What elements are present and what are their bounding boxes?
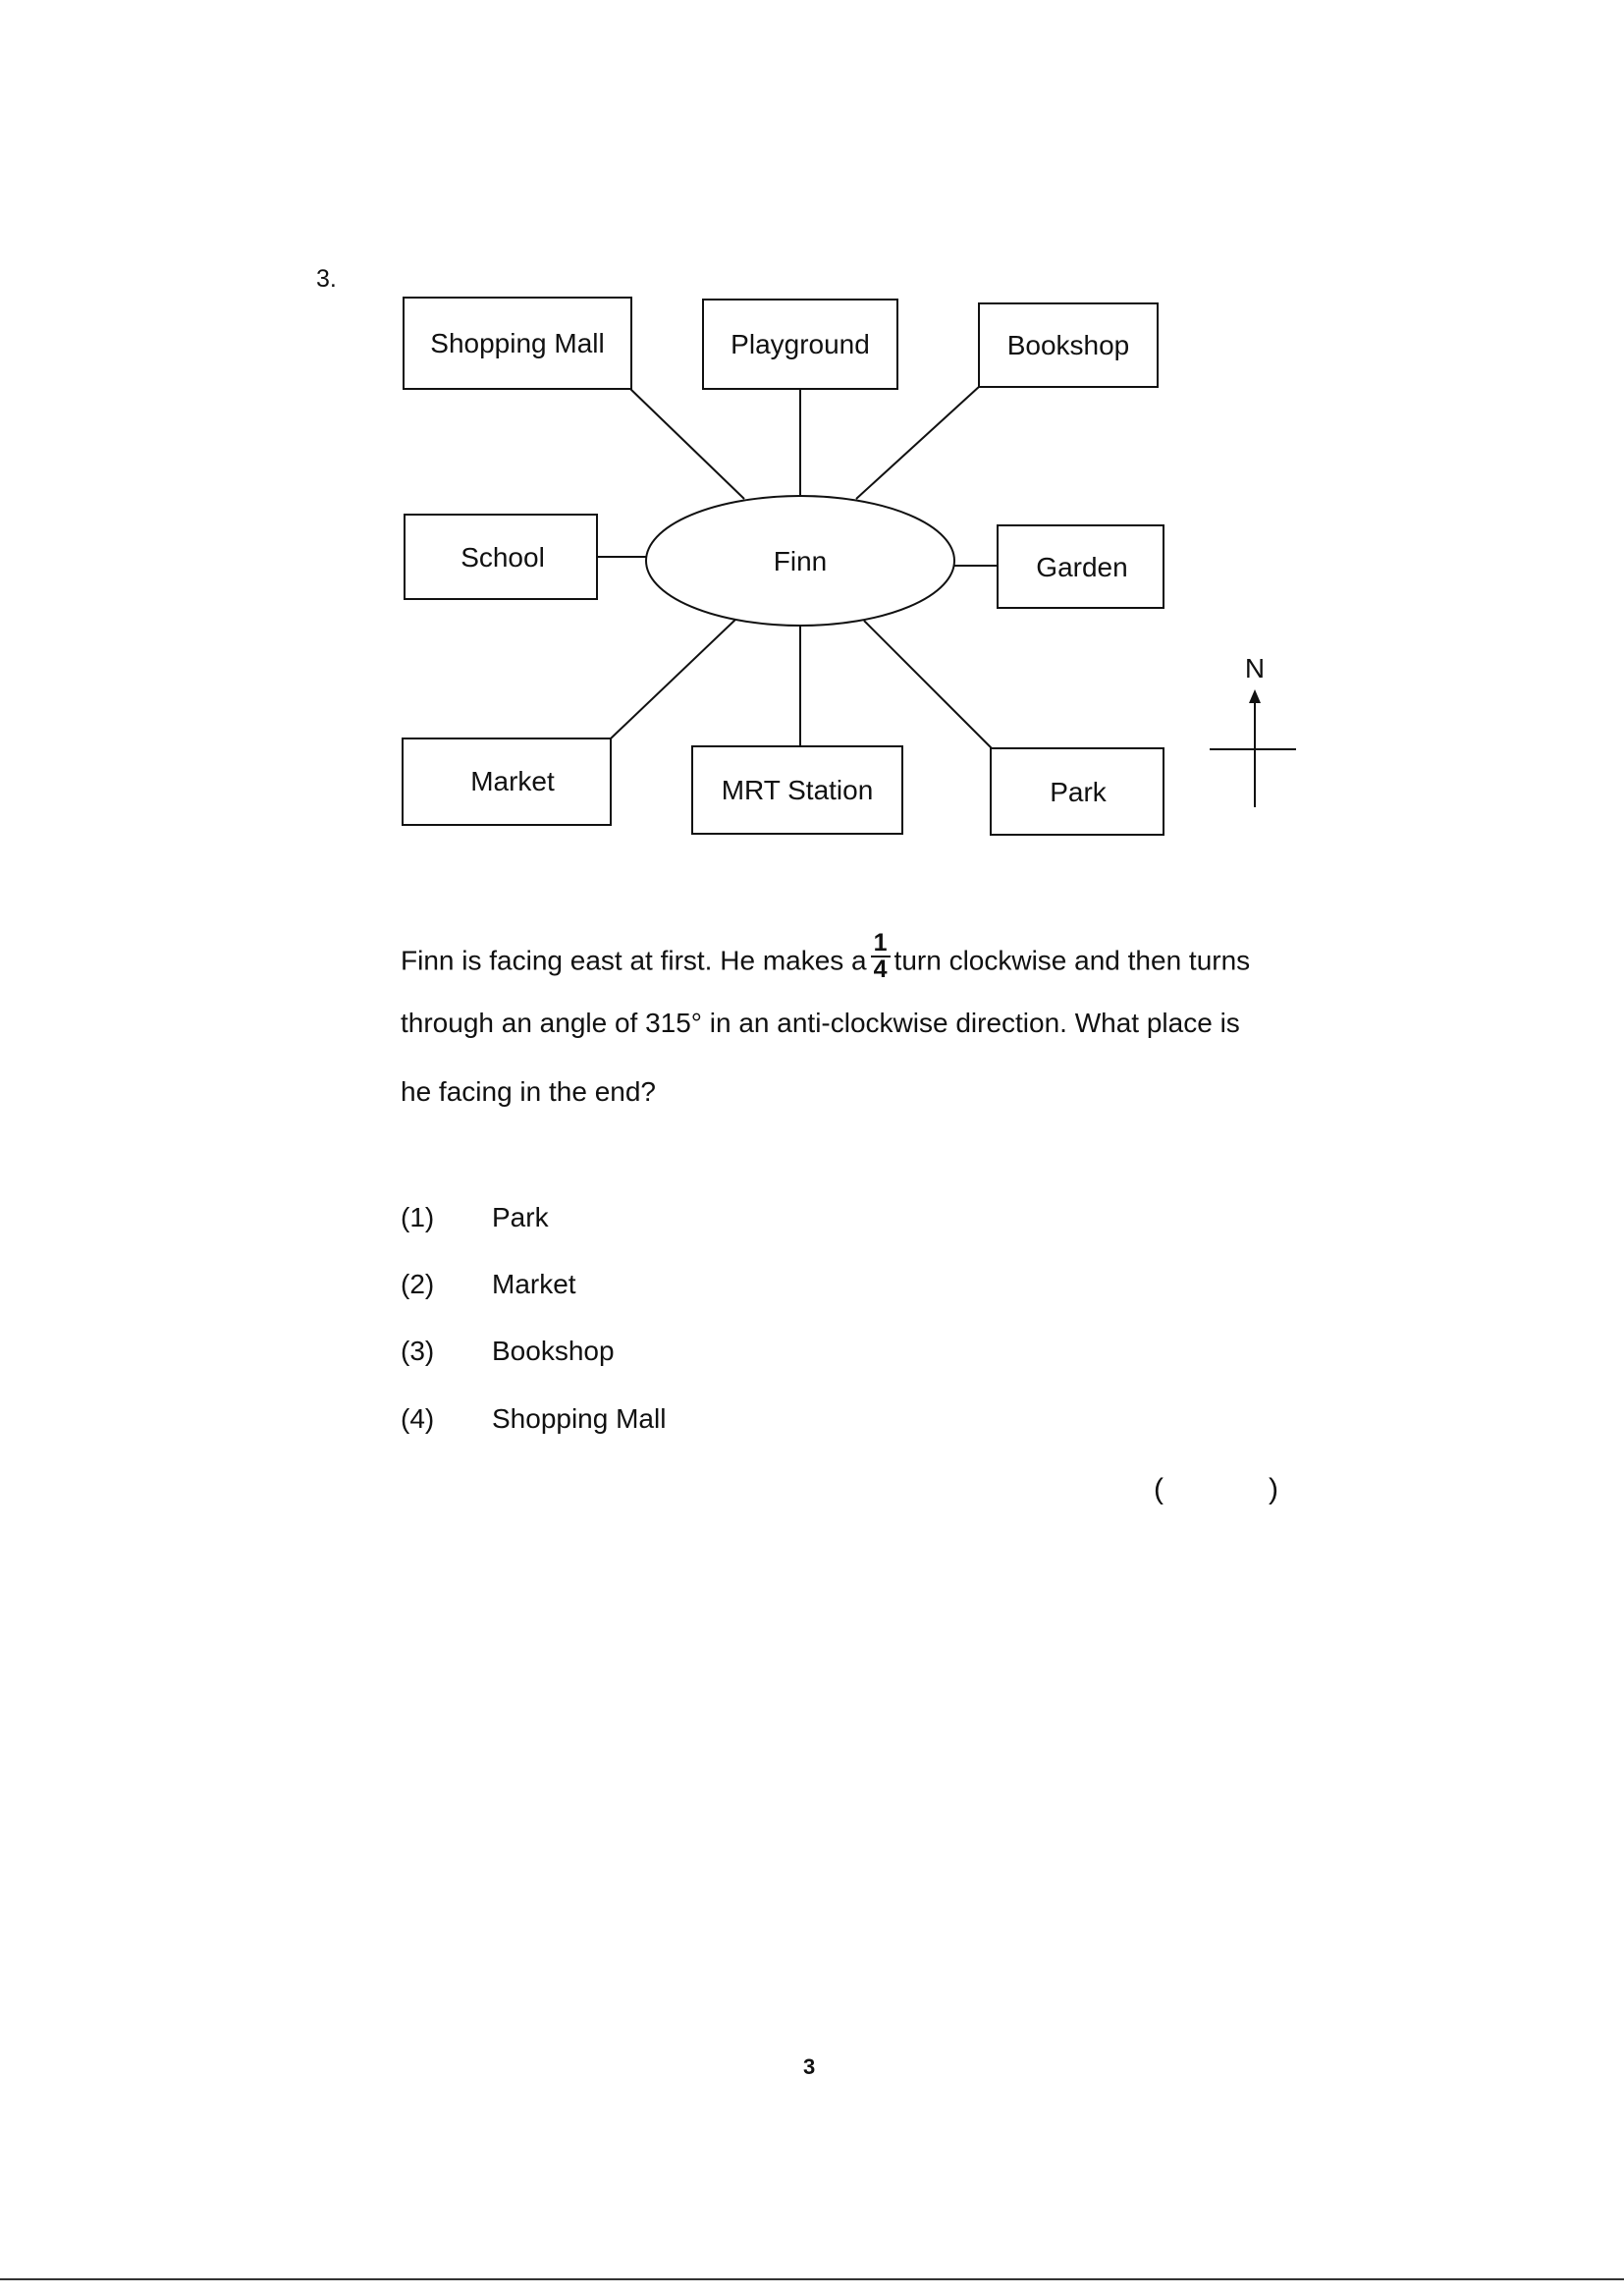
- page-number: 3: [803, 2054, 816, 2079]
- compass-icon: [1210, 689, 1296, 807]
- fraction-denominator: 4: [873, 956, 888, 983]
- option-1-number: (1): [401, 1202, 435, 1232]
- school-label: School: [460, 542, 545, 573]
- bookshop-label: Bookshop: [1006, 330, 1130, 360]
- question-line-1-after: turn clockwise and then turns: [893, 945, 1251, 976]
- question-line-3: he facing in the end?: [401, 1076, 656, 1107]
- question-number: 3.: [316, 265, 337, 293]
- bottom-rule: [0, 2278, 1624, 2280]
- answer-bracket-open: (: [1154, 1473, 1164, 1505]
- option-4-number: (4): [401, 1403, 435, 1434]
- place-diagram: [0, 0, 1624, 884]
- fraction-one-quarter: [871, 931, 891, 982]
- park-label: Park: [1050, 777, 1107, 807]
- line-to-park: [864, 621, 992, 748]
- market-label: Market: [470, 766, 555, 796]
- playground-label: Playground: [731, 329, 870, 359]
- question-line-2: through an angle of 315° in an anti-clockwise direction. What place is: [401, 1008, 1240, 1038]
- question-line-1: [401, 929, 1343, 988]
- line-to-bookshop: [856, 386, 980, 499]
- shopping-mall-label: Shopping Mall: [430, 328, 605, 358]
- option-2-number: (2): [401, 1269, 435, 1299]
- option-1-text: Park: [492, 1202, 549, 1232]
- option-3-number: (3): [401, 1336, 435, 1366]
- question-line-1-before: Finn is facing east at first. He makes a: [401, 945, 867, 976]
- finn-label: Finn: [773, 546, 828, 576]
- fraction-numerator: 1: [871, 931, 891, 957]
- garden-label: Garden: [1036, 552, 1128, 582]
- option-3-text: Bookshop: [492, 1336, 615, 1366]
- option-2-text: Market: [492, 1269, 576, 1299]
- mrt-station-label: MRT Station: [721, 775, 874, 805]
- line-to-market: [611, 619, 736, 738]
- answer-bracket-close: ): [1269, 1473, 1278, 1505]
- option-4-text: Shopping Mall: [492, 1403, 667, 1434]
- line-to-shopping-mall: [630, 389, 744, 499]
- compass-north-label: N: [1244, 653, 1266, 683]
- north-arrow-icon: [1249, 689, 1261, 703]
